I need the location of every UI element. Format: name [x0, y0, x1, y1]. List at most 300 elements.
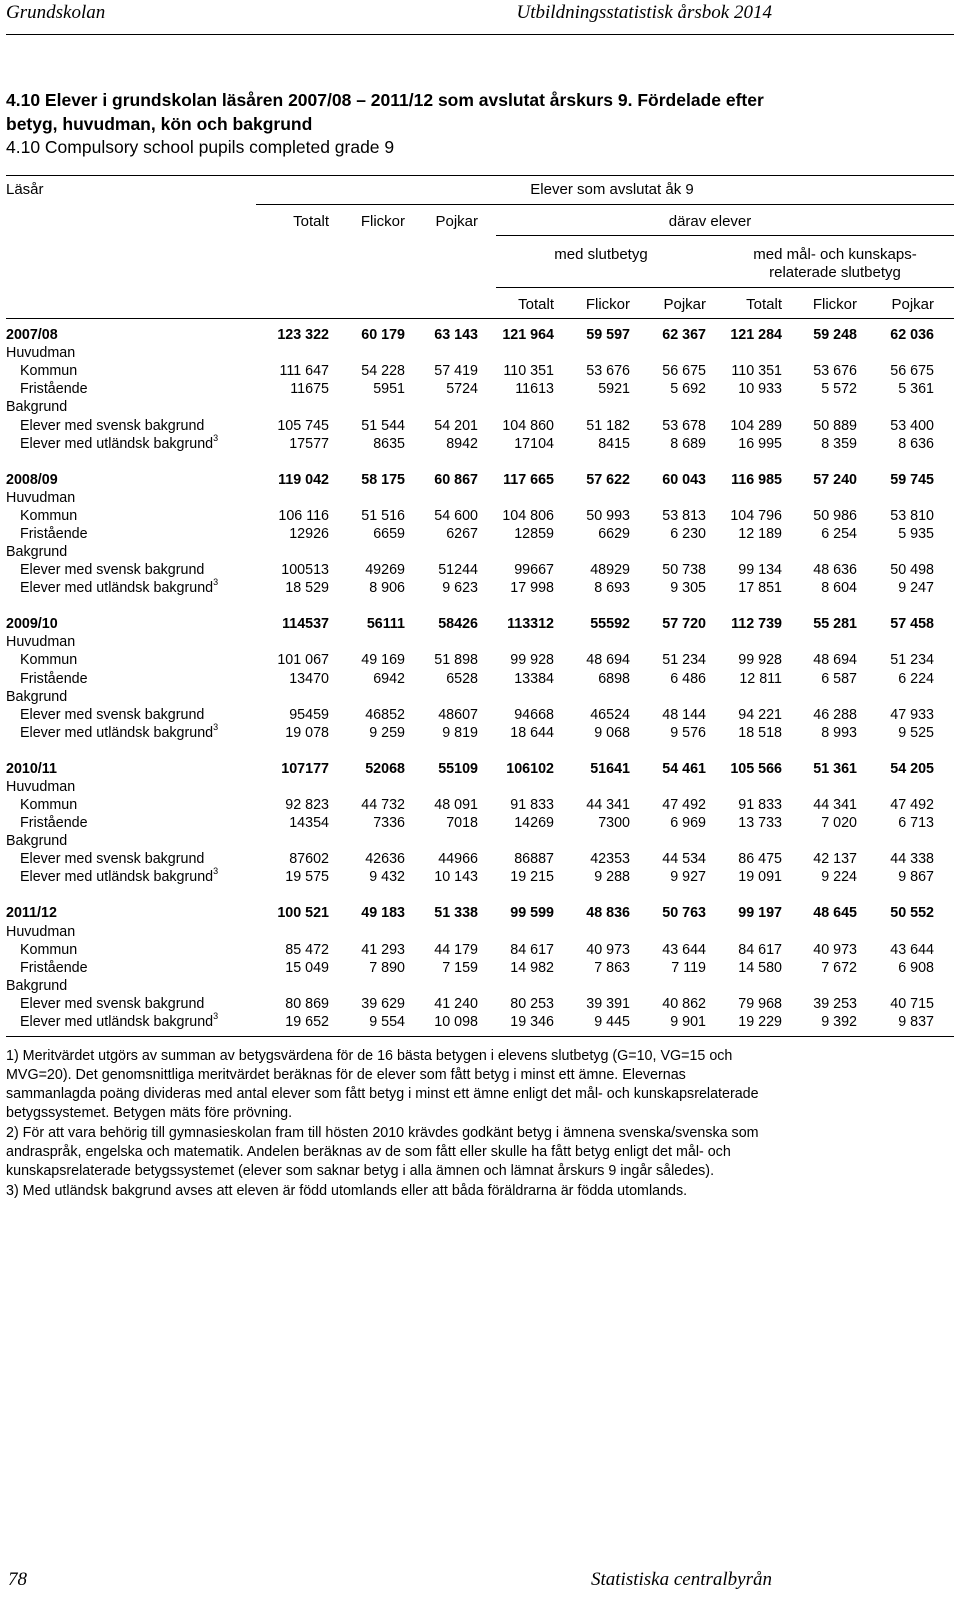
row-label — [20, 508, 77, 524]
table-cell: 40 715 — [890, 995, 934, 1012]
table-cell: 57 419 — [434, 363, 478, 380]
table-cell: 48929 — [590, 562, 630, 579]
table-cell: 51 338 — [434, 905, 478, 922]
table-cell: 48 694 — [586, 652, 630, 669]
table-row — [0, 1011, 960, 1032]
table-cell: 17 851 — [738, 580, 782, 597]
table-cell: 6 486 — [670, 670, 706, 687]
table-cell: 19 229 — [738, 1014, 782, 1030]
header-elever-group: Elever som avslutat åk 9 — [530, 181, 694, 198]
row-label-text: Elever med utländsk bakgrund — [20, 869, 214, 886]
table-bottom-rule — [6, 1036, 954, 1037]
footnote-marker: 3 — [213, 577, 219, 588]
table-cell: 7 159 — [442, 959, 478, 976]
table-cell: 55 281 — [813, 616, 857, 633]
table-row — [0, 960, 960, 978]
header-pojkar: Pojkar — [435, 213, 478, 230]
table-cell: 12926 — [289, 525, 329, 542]
table-cell: 54 228 — [361, 363, 405, 380]
table-cell: 40 862 — [662, 995, 706, 1012]
header-lasar: Läsår — [6, 181, 44, 198]
section-label-row — [0, 924, 960, 942]
table-cell: 110 351 — [731, 363, 782, 380]
table-row — [0, 526, 960, 544]
row-label — [20, 851, 204, 867]
table-cell: 52068 — [365, 760, 405, 777]
row-label — [20, 671, 88, 687]
table-cell: 5 361 — [898, 381, 934, 398]
table-cell: 50 986 — [813, 507, 857, 524]
row-label — [20, 721, 219, 741]
row-label — [6, 779, 75, 795]
table-cell: 13 733 — [738, 815, 782, 832]
table-cell: 53 676 — [813, 363, 857, 380]
row-label-text: Fristående — [20, 670, 88, 687]
table-cell: 13384 — [514, 670, 554, 687]
table-cell: 54 205 — [890, 760, 934, 777]
table-cell: 6 969 — [670, 815, 706, 832]
table-cell: 9 576 — [670, 724, 706, 741]
table-title-english: 4.10 Compulsory school pupils completed grade 9 — [6, 137, 395, 157]
table-cell: 6267 — [446, 525, 478, 542]
table-cell: 5 692 — [670, 381, 706, 398]
row-label-text: Elever med svensk bakgrund — [20, 851, 205, 868]
row-label — [20, 652, 77, 668]
footnote-marker: 3 — [213, 866, 219, 877]
table-cell: 39 629 — [361, 995, 405, 1012]
row-label-text: 2008/09 — [6, 471, 58, 488]
row-label-text: Elever med svensk bakgrund — [20, 417, 205, 434]
table-cell: 44 341 — [813, 797, 857, 813]
table-cell: 17577 — [289, 435, 329, 452]
table-cell: 9 525 — [898, 724, 934, 741]
footnote-marker: 3 — [213, 1011, 219, 1021]
table-cell: 51641 — [590, 760, 630, 777]
table-cell: 63 143 — [434, 327, 478, 343]
table-cell: 7 020 — [821, 815, 857, 832]
row-label — [6, 327, 58, 343]
table-cell: 11675 — [290, 381, 329, 398]
table-row — [0, 381, 960, 399]
table-cell: 48 091 — [434, 797, 478, 813]
table-cell: 123 322 — [277, 327, 329, 343]
row-label — [20, 363, 77, 379]
table-cell: 51 234 — [890, 652, 934, 669]
row-label — [6, 345, 75, 361]
table-cell: 48 836 — [586, 905, 630, 922]
footnote-2: 2) För att vara behörig till gymnasieskolan fram till hösten 2010 krävdes godkänt betyg i ämnena svenska/svenska som andraspråk, engelska och matematik. Andelen beräknas av de som fått eller skulle ha fått betyg enligt det mål- och kunskapsrelaterade betygssystemet (elever som saknar betyg i alla ämnen och lämnat årskurs 9 ingår således). — [6, 1125, 759, 1179]
table-row — [0, 432, 960, 454]
page-number: 78 — [8, 1569, 27, 1590]
row-label — [20, 815, 88, 831]
table-cell: 80 869 — [285, 995, 329, 1012]
table-cell: 10 933 — [738, 381, 782, 398]
table-cell: 111 647 — [279, 363, 329, 380]
publisher-name: Statistiska centralbyrån — [591, 1569, 773, 1590]
table-cell: 94668 — [514, 706, 554, 723]
table-cell: 14354 — [289, 815, 329, 832]
table-cell: 53 676 — [586, 363, 630, 380]
table-cell: 44 341 — [586, 797, 630, 813]
table-cell: 57 458 — [890, 616, 934, 633]
footnotes — [6, 1047, 776, 1202]
section-label-row — [0, 689, 960, 707]
row-label-text: Elever med utländsk bakgrund — [20, 724, 214, 741]
row-label-text: Elever med svensk bakgrund — [20, 562, 205, 579]
table-row — [0, 577, 960, 598]
table-row — [0, 797, 960, 815]
table-cell: 14 580 — [738, 959, 782, 976]
table-cell: 47 492 — [890, 797, 934, 813]
table-cell: 51 516 — [361, 507, 405, 524]
table-cell: 9 867 — [898, 869, 934, 886]
table-cell: 42 137 — [813, 851, 857, 868]
row-label — [20, 797, 77, 813]
table-cell: 91 833 — [738, 797, 782, 813]
table-cell: 46 288 — [813, 706, 857, 723]
row-label-text: Elever med svensk bakgrund — [20, 706, 205, 723]
row-label-text: Bakgrund — [6, 544, 68, 560]
table-cell: 6528 — [446, 670, 478, 687]
row-label — [20, 526, 88, 542]
table-cell: 15 049 — [285, 959, 329, 976]
table-cell: 6 224 — [898, 670, 934, 687]
table-cell: 10 143 — [434, 869, 478, 886]
row-label-text: Kommun — [20, 941, 78, 958]
row-label-text: Fristående — [20, 525, 88, 542]
table-cell: 43 644 — [890, 941, 934, 958]
row-label — [6, 490, 75, 506]
row-label — [20, 381, 88, 397]
row-label-text: Huvudman — [6, 634, 76, 651]
row-label — [20, 1011, 219, 1030]
table-cell: 48 645 — [813, 905, 857, 922]
table-cell: 117 665 — [503, 471, 554, 488]
table-cell: 59 745 — [890, 471, 934, 488]
table-cell: 53 810 — [890, 507, 934, 524]
table-cell: 54 461 — [662, 760, 706, 777]
table-row — [0, 652, 960, 670]
table-cell: 19 575 — [285, 869, 329, 886]
row-label — [20, 432, 219, 452]
table-cell: 48 694 — [813, 652, 857, 669]
table-cell: 50 738 — [662, 562, 706, 579]
table-cell: 121 284 — [730, 327, 782, 343]
table-cell: 39 253 — [813, 995, 857, 1012]
table-cell: 54 600 — [434, 507, 478, 524]
table-cell: 51 361 — [813, 760, 857, 777]
table-cell: 7300 — [598, 815, 630, 832]
table-cell: 105 745 — [277, 417, 329, 434]
table-cell: 9 554 — [369, 1014, 405, 1030]
section-label-row — [0, 978, 960, 996]
year-total-row — [0, 905, 960, 923]
table-cell: 9 224 — [821, 869, 857, 886]
row-label — [6, 905, 57, 921]
table-cell: 84 617 — [510, 941, 554, 958]
subgroup-rule — [496, 287, 954, 288]
row-label-text: 2010/11 — [6, 760, 57, 777]
header-darav-elever: därav elever — [668, 213, 752, 230]
header-totalt: Totalt — [293, 213, 329, 230]
row-label — [6, 634, 75, 650]
table-row — [0, 996, 960, 1014]
section-label-row — [0, 345, 960, 363]
table-cell: 107177 — [281, 760, 329, 777]
table-top-rule — [6, 175, 954, 176]
table-cell: 104 796 — [730, 507, 782, 524]
table-cell: 94 221 — [738, 706, 782, 723]
table-cell: 50 552 — [890, 905, 934, 922]
table-row — [0, 562, 960, 580]
table-cell: 11613 — [515, 381, 554, 398]
table-row — [0, 418, 960, 436]
row-label — [20, 562, 204, 578]
subheader-totalt: Totalt — [746, 296, 782, 313]
table-cell: 106 116 — [278, 507, 329, 524]
row-label — [20, 960, 88, 976]
table-cell: 42636 — [365, 851, 405, 868]
darav-rule — [496, 235, 954, 236]
row-label — [6, 544, 67, 560]
row-label — [6, 978, 67, 994]
table-cell: 59 248 — [813, 327, 857, 343]
section-label-row — [0, 779, 960, 797]
table-cell: 6 713 — [898, 815, 934, 832]
table-cell: 80 253 — [510, 995, 554, 1012]
table-cell: 92 823 — [285, 797, 329, 813]
row-label — [6, 399, 67, 415]
table-cell: 44 534 — [662, 851, 706, 868]
table-cell: 8 993 — [821, 724, 857, 741]
table-cell: 5 572 — [821, 381, 857, 398]
row-label-text: 2011/12 — [6, 905, 57, 922]
table-cell: 49 183 — [361, 905, 405, 922]
table-row — [0, 942, 960, 960]
row-label-text: Kommun — [20, 363, 78, 380]
table-cell: 57 622 — [586, 471, 630, 488]
row-label-text: Elever med svensk bakgrund — [20, 995, 205, 1012]
table-cell: 50 993 — [586, 507, 630, 524]
row-label-text: Elever med utländsk bakgrund — [20, 580, 214, 597]
table-cell: 9 819 — [442, 724, 478, 741]
table-cell: 51244 — [438, 562, 478, 579]
table-cell: 60 867 — [434, 471, 478, 488]
table-cell: 8415 — [598, 435, 630, 452]
row-label-text: Huvudman — [6, 923, 76, 940]
table-cell: 19 215 — [510, 869, 554, 886]
table-row — [0, 721, 960, 743]
section-label-row — [0, 399, 960, 417]
table-cell: 86 475 — [738, 851, 782, 868]
table-cell: 110 351 — [503, 363, 554, 380]
table-cell: 9 288 — [594, 869, 630, 886]
table-cell: 14 982 — [510, 959, 554, 976]
row-label-text: 2009/10 — [6, 616, 58, 633]
table-cell: 5951 — [373, 381, 405, 398]
table-row — [0, 508, 960, 526]
table-cell: 116 985 — [731, 471, 782, 488]
table-cell: 6942 — [373, 670, 405, 687]
table-cell: 6 254 — [821, 525, 857, 542]
row-label-text: Bakgrund — [6, 833, 68, 850]
table-cell: 9 837 — [898, 1014, 934, 1030]
row-label-text: Bakgrund — [6, 688, 68, 705]
row-label — [6, 761, 57, 777]
table-cell: 9 432 — [369, 869, 405, 886]
table-cell: 51 182 — [586, 417, 630, 434]
table-cell: 44966 — [438, 851, 478, 868]
section-label-row — [0, 490, 960, 508]
table-cell: 19 652 — [285, 1014, 329, 1030]
table-cell: 9 392 — [821, 1014, 857, 1030]
row-label-text: 2007/08 — [6, 327, 58, 343]
table-cell: 9 247 — [898, 580, 934, 597]
table-cell: 8635 — [373, 435, 405, 452]
table-cell: 8942 — [446, 435, 478, 452]
subheader-pojkar: Pojkar — [891, 296, 934, 313]
table-cell: 18 529 — [285, 580, 329, 597]
table-cell: 44 732 — [361, 797, 405, 813]
table-cell: 112 739 — [731, 616, 782, 633]
year-total-row — [0, 761, 960, 779]
table-cell: 7018 — [446, 815, 478, 832]
row-label-text: Kommun — [20, 507, 78, 524]
row-label-text: Bakgrund — [6, 977, 68, 994]
table-cell: 12859 — [514, 525, 554, 542]
table-cell: 49 169 — [361, 652, 405, 669]
row-label-text: Kommun — [20, 797, 78, 813]
table-cell: 5921 — [598, 381, 630, 398]
table-cell: 9 305 — [670, 580, 706, 597]
table-cell: 95459 — [289, 706, 329, 723]
table-cell: 104 806 — [502, 507, 554, 524]
table-cell: 6629 — [598, 525, 630, 542]
table-cell: 101 067 — [277, 652, 329, 669]
table-cell: 84 617 — [738, 941, 782, 958]
table-cell: 58426 — [438, 616, 478, 633]
table-cell: 57 240 — [813, 471, 857, 488]
table-cell: 46524 — [590, 706, 630, 723]
footnote-3: 3) Med utländsk bakgrund avses att eleven är född utomlands eller att båda föräldrarna är födda utomlands. — [6, 1183, 688, 1199]
table-cell: 8 636 — [898, 435, 934, 452]
row-label-text: Huvudman — [6, 489, 76, 506]
footnote-1: 1) Meritvärdet utgörs av summan av betygsvärdena för de 16 bästa betygen i elevens slutbetyg (G=10, VG=15 och MVG=20). Det genomsnittliga meritvärdet beräknas för de elever som fått betyg i minst ett ämne. Elevernas sammanlagda poäng divideras med antal elever som fått betyg i minst ett ämne enligt det mål- och kunskapsrelaterade betygssystemet. Betygen mäts före prövning. — [6, 1048, 759, 1121]
table-cell: 7 119 — [671, 959, 706, 976]
row-label — [6, 924, 75, 940]
table-cell: 6 230 — [670, 525, 706, 542]
table-cell: 8 906 — [369, 580, 405, 597]
table-cell: 13470 — [289, 670, 329, 687]
row-label — [20, 707, 204, 723]
table-cell: 50 889 — [813, 417, 857, 434]
row-label-text: Huvudman — [6, 778, 76, 795]
table-cell: 113312 — [507, 616, 554, 633]
table-cell: 41 240 — [434, 995, 478, 1012]
table-cell: 44 338 — [890, 851, 934, 868]
row-label-text: Bakgrund — [6, 399, 68, 416]
table-cell: 6659 — [373, 525, 405, 542]
table-cell: 104 289 — [730, 417, 782, 434]
table-cell: 50 763 — [662, 905, 706, 922]
table-cell: 48607 — [438, 706, 478, 723]
table-cell: 17 998 — [510, 580, 554, 597]
table-cell: 106102 — [506, 760, 554, 777]
table-cell: 59 597 — [586, 327, 630, 343]
table-cell: 56 675 — [890, 363, 934, 380]
table-cell: 8 359 — [821, 435, 857, 452]
year-total-row — [0, 616, 960, 634]
table-cell: 19 078 — [285, 724, 329, 741]
year-total-row — [0, 472, 960, 490]
table-cell: 48 636 — [813, 562, 857, 579]
table-cell: 86887 — [514, 851, 554, 868]
table-cell: 40 973 — [586, 941, 630, 958]
table-cell: 51 898 — [434, 652, 478, 669]
table-cell: 41 293 — [361, 941, 405, 958]
table-cell: 19 346 — [510, 1014, 554, 1030]
table-cell: 7 863 — [594, 959, 630, 976]
table-cell: 99 928 — [510, 652, 554, 669]
table-cell: 14269 — [514, 815, 554, 832]
table-cell: 18 518 — [738, 724, 782, 741]
table-row — [0, 671, 960, 689]
table-cell: 12 189 — [738, 525, 782, 542]
row-label-text: Elever med utländsk bakgrund — [20, 435, 214, 452]
subheader-totalt: Totalt — [518, 296, 554, 313]
header-flickor: Flickor — [360, 213, 405, 230]
table-cell: 121 964 — [502, 327, 554, 343]
row-label — [20, 577, 219, 597]
table-cell: 44 179 — [434, 941, 478, 958]
table-cell: 6 587 — [821, 670, 857, 687]
table-cell: 105 566 — [730, 760, 782, 777]
row-label — [20, 942, 77, 958]
table-cell: 40 973 — [813, 941, 857, 958]
table-cell: 9 901 — [670, 1014, 706, 1030]
row-label-text: Fristående — [20, 815, 88, 832]
row-label-text: Fristående — [20, 959, 88, 976]
table-cell: 18 644 — [510, 724, 554, 741]
table-cell: 56111 — [366, 616, 405, 633]
row-label — [20, 996, 204, 1012]
table-cell: 100 521 — [277, 905, 329, 922]
table-cell: 7 672 — [821, 959, 857, 976]
section-label-row — [0, 634, 960, 652]
table-cell: 8 604 — [821, 580, 857, 597]
row-label — [6, 616, 58, 632]
table-cell: 47 492 — [662, 797, 706, 813]
section-label-row — [0, 833, 960, 851]
table-cell: 47 933 — [890, 706, 934, 723]
table-cell: 91 833 — [510, 797, 554, 813]
footnote-marker: 3 — [213, 432, 219, 443]
row-label-text: Elever med utländsk bakgrund — [20, 1014, 214, 1030]
table-cell: 10 098 — [434, 1014, 478, 1030]
header-divider — [6, 34, 954, 35]
table-cell: 87602 — [289, 851, 329, 868]
table-cell: 54 201 — [434, 417, 478, 434]
table-cell: 99 134 — [738, 562, 782, 579]
subheader-pojkar: Pojkar — [663, 296, 706, 313]
table-cell: 39 391 — [586, 995, 630, 1012]
table-cell: 6898 — [598, 670, 630, 687]
table-row — [0, 815, 960, 833]
table-cell: 8 689 — [670, 435, 706, 452]
table-cell: 79 968 — [738, 995, 782, 1012]
table-cell: 55592 — [590, 616, 630, 633]
row-label-text: Fristående — [20, 381, 88, 398]
